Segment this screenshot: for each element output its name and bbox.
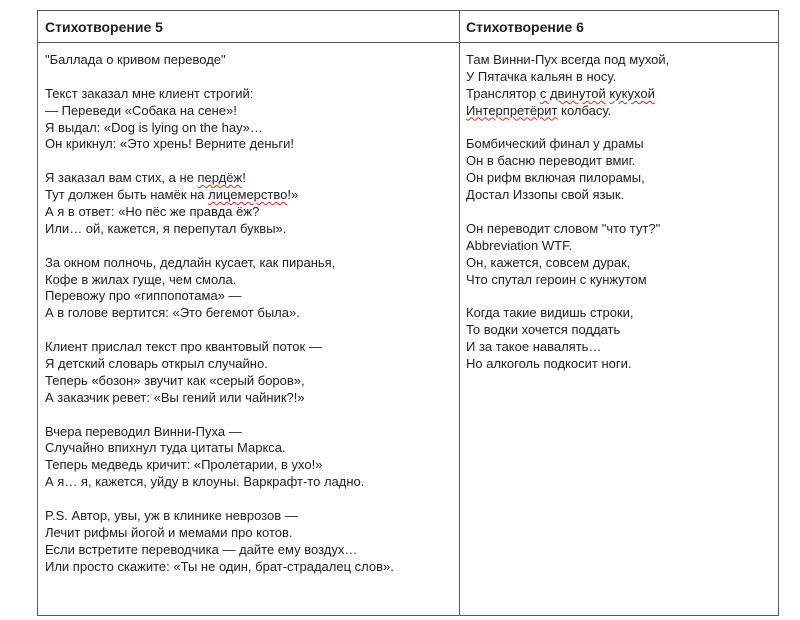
poem-line: Но алкоголь подкосит ноги. [466, 356, 632, 372]
poem-line: А в голове вертится: «Это бегемот была». [45, 305, 300, 321]
poem-line: Там Винни-Пух всегда под мухой, [466, 52, 670, 67]
poem-line: Он в басню переводит вмиг. [466, 153, 636, 169]
poem-line: Кофе в жилах гуще, чем смола. [45, 271, 237, 287]
poem-line: "Баллада о кривом переводе" [45, 52, 226, 67]
poem-line: Когда такие видишь строки, [466, 305, 634, 321]
poem-line: Если встретите переводчика — дайте ему воздух… [45, 541, 358, 557]
poem-5-column [38, 11, 460, 615]
poem-line: Интерпретёрит колбасу. [466, 102, 612, 118]
poem-line: А я в ответ: «Но пёс же правда ёж? [45, 204, 260, 220]
poem-line: Или… ой, кажется, я перепутал буквы». [45, 220, 287, 236]
stanza-gap [466, 204, 771, 221]
poem-line: Тут должен быть намёк на лицемерство!» [45, 187, 299, 203]
poem-line: Я детский словарь открыл случайно. [45, 356, 268, 372]
spellcheck-flag[interactable]: с двинутой [539, 85, 606, 101]
poem-6-header: Стихотворение 6 [459, 11, 778, 43]
poem-line: Я заказал вам стих, а не пердёж! [45, 170, 246, 186]
poem-line: Достал Иззопы свой язык. [466, 187, 625, 203]
spellcheck-flag[interactable]: кукухой [609, 85, 655, 101]
poem-line: Он рифм включая пилорамы, [466, 170, 645, 186]
poem-line: Лечит рифмы йогой и мемами про котов. [45, 524, 293, 540]
poem-line: — Переведи «Собака на сене»! [45, 102, 237, 118]
poem-line: Abbreviation WTF. [466, 237, 573, 253]
document-table [37, 10, 779, 616]
spellcheck-flag[interactable]: лицемерство [208, 187, 288, 203]
poem-line: Клиент прислал текст про квантовый поток — [45, 339, 322, 355]
poem-line: Он, кажется, совсем дурак, [466, 254, 631, 270]
poem-line: Я выдал: «Dog is lying on the hay»… [45, 119, 263, 135]
poem-5-header: Стихотворение 5 [38, 11, 459, 43]
stanza-gap [45, 69, 452, 86]
poem-line: Он переводит словом "что тут?" [466, 220, 661, 236]
poem-line: Перевожу про «гиппопотама» — [45, 288, 242, 304]
stanza-gap [45, 238, 452, 255]
poem-line: Вчера переводил Винни-Пуха — [45, 423, 242, 439]
poem-line: За окном полночь, дедлайн кусает, как пиранья, [45, 254, 336, 270]
poem-line: И за такое навалять… [466, 339, 602, 355]
poem-line: Случайно впихнул туда цитаты Маркса. [45, 440, 286, 456]
poem-line: У Пятачка кальян в носу. [466, 68, 617, 84]
poem-line: А заказчик ревет: «Вы гений или чайник?!» [45, 389, 305, 405]
poem-line: Или просто скажите: «Ты не один, брат-страдалец слов». [45, 558, 394, 574]
spellcheck-flag[interactable]: Интерпретёрит [466, 102, 558, 118]
stanza-gap [45, 322, 452, 339]
poem-line: P.S. Автор, увы, уж в клинике неврозов — [45, 508, 298, 524]
stanza-gap [45, 407, 452, 424]
poem-5-body[interactable] [38, 43, 459, 576]
poem-line: Что спутал героин с кунжутом [466, 271, 647, 287]
poem-6-column [459, 11, 778, 615]
poem-line: Бомбический финал у драмы [466, 136, 644, 152]
poem-line: Транслятор с двинутой кукухой [466, 85, 655, 101]
poem-line: Он крикнул: «Это хрень! Верните деньги! [45, 136, 294, 152]
poem-line: Теперь медведь кричит: «Пролетарии, в ухо!» [45, 457, 323, 473]
stanza-gap [45, 153, 452, 170]
poem-line: То водки хочется поддать [466, 322, 621, 338]
poem-line: Теперь «бозон» звучит как «серый боров», [45, 372, 305, 388]
poem-6-body[interactable] [459, 43, 778, 373]
spellcheck-flag[interactable]: пердёж [197, 170, 243, 186]
stanza-gap [466, 120, 771, 137]
stanza-gap [45, 491, 452, 508]
stanza-gap [466, 288, 771, 305]
poem-line: А я… я, кажется, уйду в клоуны. Варкрафт-то ладно. [45, 474, 365, 490]
poem-line: Текст заказал мне клиент строгий: [45, 85, 254, 101]
